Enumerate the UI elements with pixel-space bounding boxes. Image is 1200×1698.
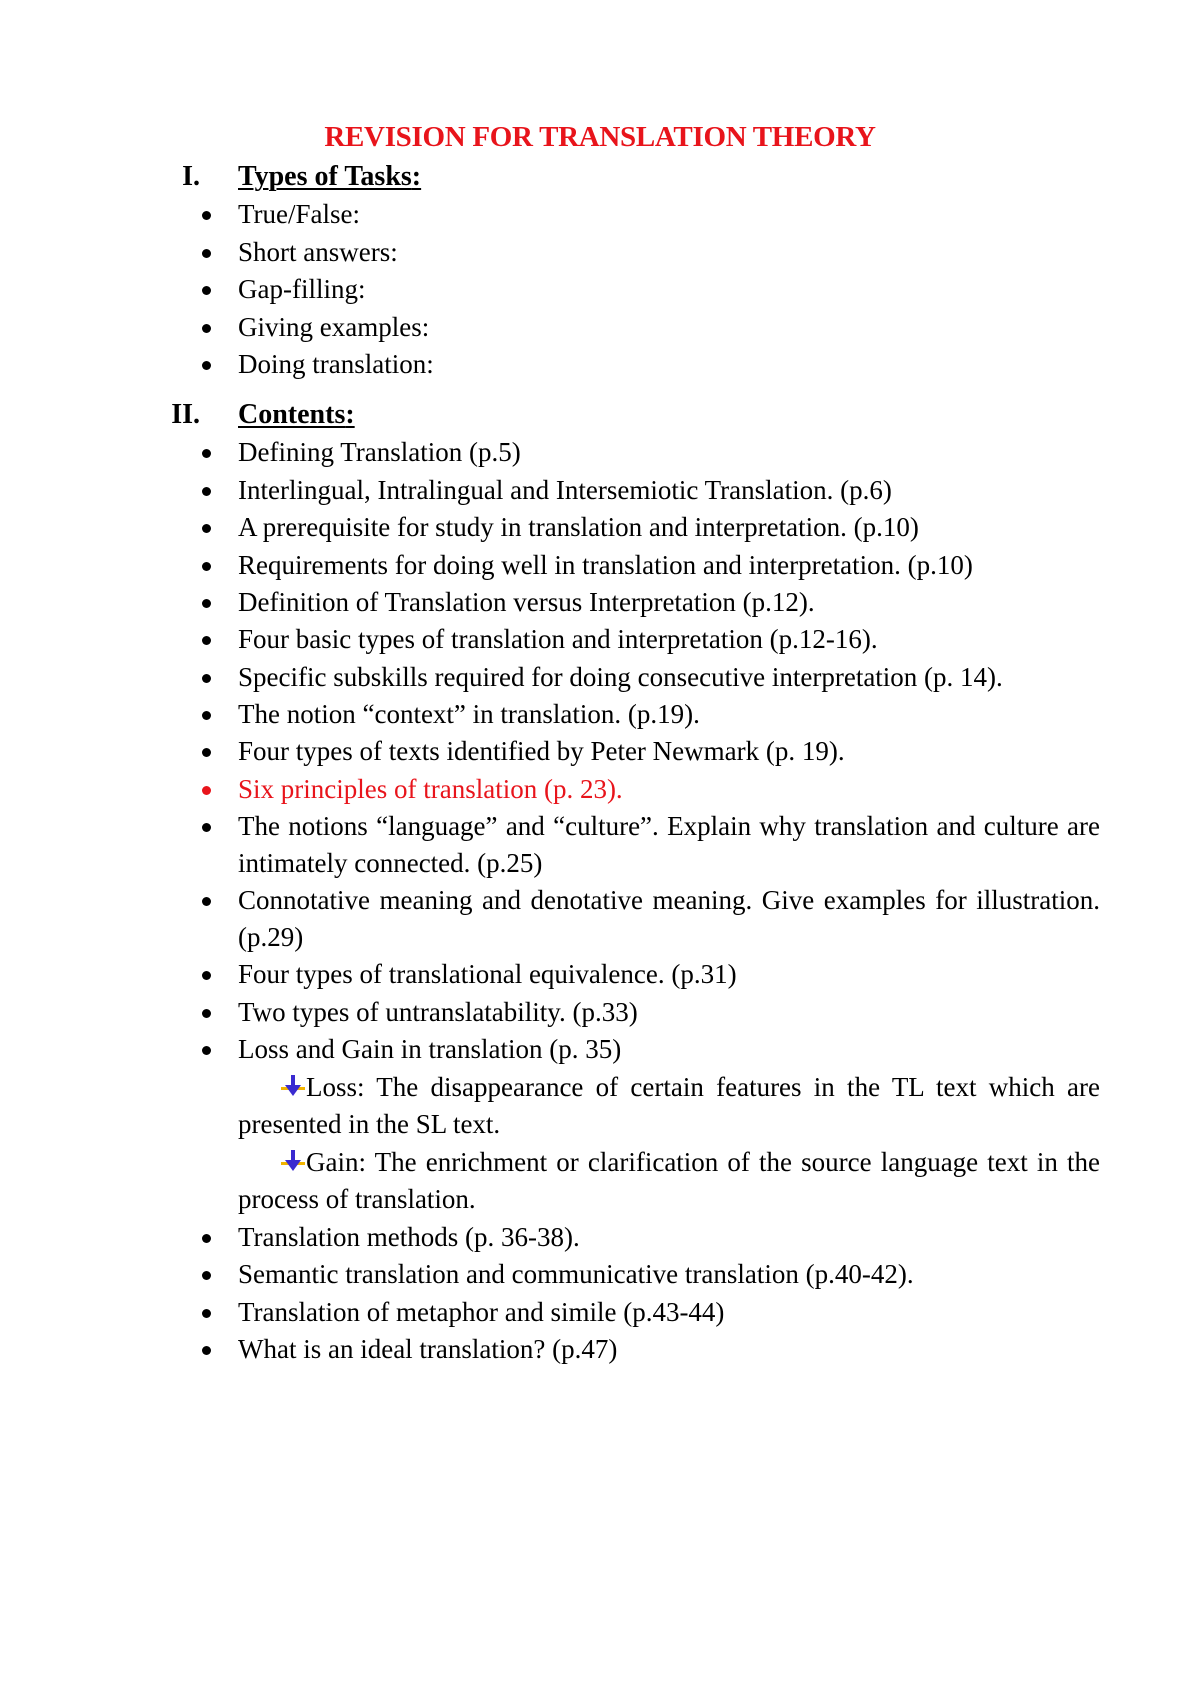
list-item: Doing translation: bbox=[0, 346, 1200, 384]
list-item: Four types of translational equivalence. (p.31) bbox=[0, 956, 1200, 994]
list-item: The notions “language” and “culture”. Explain why translation and culture are intimately connected. (p.25) bbox=[0, 808, 1200, 882]
round-bullet-icon bbox=[202, 286, 211, 295]
round-bullet-icon bbox=[202, 1234, 211, 1243]
list-item: Four basic types of translation and interpretation (p.12-16). bbox=[0, 621, 1200, 659]
list-item: Gap-filling: bbox=[0, 271, 1200, 309]
section-label: Contents: bbox=[238, 399, 355, 430]
sub-item-loss bbox=[0, 1069, 1200, 1144]
section-heading-types-of-tasks bbox=[0, 158, 1200, 196]
contents-list bbox=[0, 434, 1200, 1369]
round-bullet-icon bbox=[202, 249, 211, 258]
list-item: Translation methods (p. 36-38). bbox=[0, 1219, 1200, 1257]
sub-item-gain bbox=[0, 1144, 1200, 1219]
round-bullet-icon bbox=[202, 711, 211, 720]
list-item: Interlingual, Intralingual and Intersemiotic Translation. (p.6) bbox=[0, 472, 1200, 510]
round-bullet-icon bbox=[202, 748, 211, 757]
list-item: A prerequisite for study in translation and interpretation. (p.10) bbox=[0, 509, 1200, 547]
round-bullet-icon bbox=[202, 449, 211, 458]
round-bullet-icon bbox=[202, 971, 211, 980]
round-bullet-icon bbox=[202, 823, 211, 832]
section-heading-contents bbox=[0, 396, 1200, 434]
round-bullet-icon bbox=[202, 599, 211, 608]
round-bullet-icon bbox=[202, 1046, 211, 1055]
sub-item-text: Gain: The enrichment or clarification of the source language text in the process of translation. bbox=[238, 1146, 1100, 1214]
round-bullet-icon bbox=[202, 1346, 211, 1355]
list-item: Connotative meaning and denotative meaning. Give examples for illustration. (p.29) bbox=[0, 882, 1200, 956]
round-bullet-icon bbox=[202, 1309, 211, 1318]
list-item: Loss and Gain in translation (p. 35) bbox=[0, 1031, 1200, 1069]
round-bullet-icon bbox=[202, 524, 211, 533]
page-title: REVISION FOR TRANSLATION THEORY bbox=[324, 121, 876, 153]
round-bullet-icon bbox=[202, 1271, 211, 1280]
task-types-list bbox=[0, 196, 1200, 384]
round-bullet-icon bbox=[202, 211, 211, 220]
round-bullet-icon bbox=[202, 1009, 211, 1018]
list-item: Requirements for doing well in translation and interpretation. (p.10) bbox=[0, 547, 1200, 584]
list-item: Short answers: bbox=[0, 234, 1200, 272]
list-item: Four types of texts identified by Peter Newmark (p. 19). bbox=[0, 733, 1200, 771]
sub-item-text: Loss: The disappearance of certain features in the TL text which are presented in the SL text. bbox=[238, 1071, 1100, 1139]
round-bullet-icon bbox=[202, 636, 211, 645]
list-item: Translation of metaphor and simile (p.43-44) bbox=[0, 1294, 1200, 1332]
round-bullet-icon bbox=[202, 674, 211, 683]
list-item: True/False: bbox=[0, 196, 1200, 234]
round-bullet-icon bbox=[202, 897, 211, 906]
list-item: Specific subskills required for doing consecutive interpretation (p. 14). bbox=[0, 659, 1200, 696]
list-item-highlighted: Six principles of translation (p. 23). bbox=[0, 771, 1200, 809]
arrow-down-bullet-icon bbox=[280, 1074, 306, 1098]
list-item: Semantic translation and communicative translation (p.40-42). bbox=[0, 1256, 1200, 1294]
round-bullet-icon bbox=[202, 786, 211, 795]
list-item: Two types of untranslatability. (p.33) bbox=[0, 994, 1200, 1032]
round-bullet-icon bbox=[202, 324, 211, 333]
round-bullet-icon bbox=[202, 487, 211, 496]
list-item: Definition of Translation versus Interpretation (p.12). bbox=[0, 584, 1200, 622]
round-bullet-icon bbox=[202, 562, 211, 571]
section-number: I. bbox=[182, 161, 200, 192]
list-item: Defining Translation (p.5) bbox=[0, 434, 1200, 472]
arrow-down-bullet-icon bbox=[280, 1149, 306, 1173]
list-item: What is an ideal translation? (p.47) bbox=[0, 1331, 1200, 1369]
section-label: Types of Tasks: bbox=[238, 161, 422, 192]
list-item: Giving examples: bbox=[0, 309, 1200, 347]
list-item: The notion “context” in translation. (p.19). bbox=[0, 696, 1200, 734]
section-number: II. bbox=[171, 399, 200, 430]
round-bullet-icon bbox=[202, 361, 211, 370]
